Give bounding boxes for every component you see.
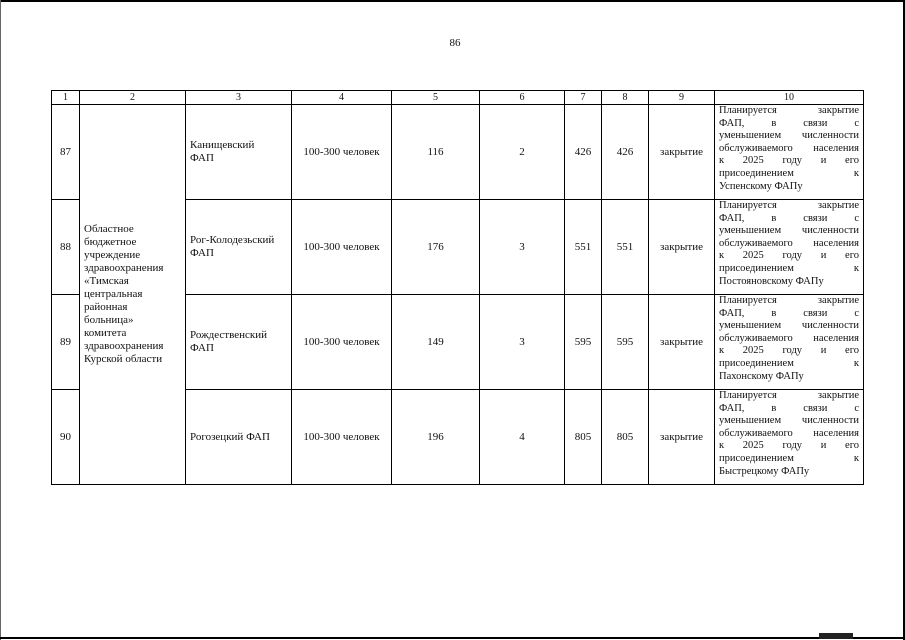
facility-name: [186, 200, 292, 295]
note-cell: [715, 295, 864, 390]
row-number: 87: [52, 105, 80, 200]
note-line: обслуживаемого населения: [719, 237, 859, 249]
row-number: 90: [52, 390, 80, 485]
value-col5: 116: [392, 105, 480, 200]
value-col5: 149: [392, 295, 480, 390]
note-line: Планируется закрытие: [719, 390, 859, 401]
note-line: присоединением к: [719, 262, 859, 274]
row-number: 89: [52, 295, 80, 390]
facility-name-line: Рогозецкий ФАП: [190, 430, 270, 443]
note-line: обслуживаемого населения: [719, 142, 859, 154]
row-number: 88: [52, 200, 80, 295]
note-line: к 2025 году и его: [719, 345, 859, 357]
note-line: ФАП, в связи с: [719, 402, 859, 414]
page-number: 86: [449, 37, 461, 49]
column-header: 4: [292, 91, 392, 105]
note-line: уменьшением численности: [719, 320, 859, 332]
note-line: Постояновскому ФАПу: [719, 275, 824, 287]
note-line: Пахонскому ФАПу: [719, 370, 804, 382]
note-line: ФАП, в связи с: [719, 212, 859, 224]
service-capacity: 100-300 человек: [292, 200, 392, 295]
organization-line: здравоохранения: [84, 340, 164, 352]
note-line: присоединением к: [719, 167, 859, 179]
table-row: [52, 105, 864, 200]
note-line: уменьшением численности: [719, 130, 859, 142]
organization-line: бюджетное: [84, 236, 137, 248]
note-line: присоединением к: [719, 452, 859, 464]
organization-line: «Тимская: [84, 275, 129, 287]
column-header: 1: [52, 91, 80, 105]
note-line: к 2025 году и его: [719, 155, 859, 167]
value-col7: 595: [565, 295, 602, 390]
value-col8: 595: [602, 295, 649, 390]
note-line: уменьшением численности: [719, 415, 859, 427]
organization-line: Областное: [84, 223, 134, 235]
value-col5: 196: [392, 390, 480, 485]
note-line: уменьшением численности: [719, 225, 859, 237]
organization-line: учреждение: [84, 249, 141, 261]
note-cell: [715, 390, 864, 485]
column-header: 10: [715, 91, 864, 105]
scan-border-top: [0, 0, 905, 2]
facility-name-line: Рог-Колодезьский: [190, 234, 275, 246]
column-header: 8: [602, 91, 649, 105]
service-capacity: 100-300 человек: [292, 390, 392, 485]
note-line: обслуживаемого населения: [719, 332, 859, 344]
value-col7: 805: [565, 390, 602, 485]
note-cell: [715, 105, 864, 200]
note-line: обслуживаемого населения: [719, 427, 859, 439]
note-cell: [715, 200, 864, 295]
facility-name-line: ФАП: [190, 247, 214, 259]
service-capacity: 100-300 человек: [292, 105, 392, 200]
column-header: 2: [80, 91, 186, 105]
value-col7: 551: [565, 200, 602, 295]
column-header: 9: [649, 91, 715, 105]
scan-border-bottom: [0, 637, 905, 639]
column-header: 6: [480, 91, 565, 105]
organization-cell: [80, 105, 186, 485]
note-line: Планируется закрытие: [719, 295, 859, 306]
note-line: к 2025 году и его: [719, 440, 859, 452]
note-line: ФАП, в связи с: [719, 307, 859, 319]
organization-line: больница»: [84, 314, 134, 326]
facility-name: [186, 105, 292, 200]
organization-line: комитета: [84, 327, 127, 339]
service-capacity: 100-300 человек: [292, 295, 392, 390]
value-col5: 176: [392, 200, 480, 295]
column-header: 5: [392, 91, 480, 105]
value-col7: 426: [565, 105, 602, 200]
value-col6: 2: [480, 105, 565, 200]
note-line: Успенскому ФАПу: [719, 180, 803, 192]
facility-name-line: ФАП: [190, 342, 214, 354]
column-number-row: [52, 91, 864, 105]
note-line: ФАП, в связи с: [719, 117, 859, 129]
facility-name: [186, 390, 292, 485]
value-col6: 4: [480, 390, 565, 485]
facility-name-line: Канищевский: [190, 139, 255, 151]
note-line: Планируется закрытие: [719, 200, 859, 211]
note-line: Быстрецкому ФАПу: [719, 465, 810, 477]
action-status: закрытие: [649, 105, 715, 200]
facility-name: [186, 295, 292, 390]
note-line: Планируется закрытие: [719, 105, 859, 116]
facility-name-line: ФАП: [190, 152, 214, 164]
action-status: закрытие: [649, 390, 715, 485]
note-line: присоединением к: [719, 357, 859, 369]
scan-artifact: [819, 633, 853, 639]
organization-line: центральная: [84, 288, 143, 300]
value-col8: 805: [602, 390, 649, 485]
action-status: закрытие: [649, 295, 715, 390]
facility-name-line: Рождественский: [190, 329, 268, 341]
value-col8: 551: [602, 200, 649, 295]
note-line: к 2025 году и его: [719, 250, 859, 262]
column-header: 7: [565, 91, 602, 105]
organization-line: здравоохранения: [84, 262, 164, 274]
value-col6: 3: [480, 295, 565, 390]
organization-line: Курской области: [84, 353, 163, 365]
column-header: 3: [186, 91, 292, 105]
action-status: закрытие: [649, 200, 715, 295]
facility-table: [51, 90, 864, 485]
organization-line: районная: [84, 301, 128, 313]
scan-border-left: [0, 0, 1, 640]
value-col8: 426: [602, 105, 649, 200]
value-col6: 3: [480, 200, 565, 295]
